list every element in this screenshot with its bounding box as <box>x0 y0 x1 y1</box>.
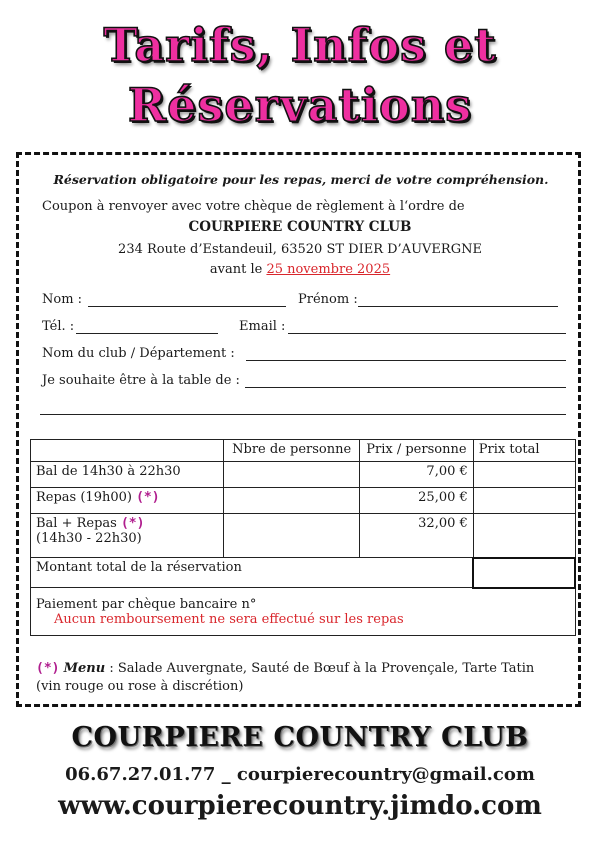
price-cell: 32,00 € <box>360 514 474 558</box>
nom-input-line[interactable] <box>88 306 286 307</box>
total-cell[interactable] <box>473 488 575 514</box>
row-label-text: Repas (19h00) <box>36 490 132 505</box>
footer-website: www.courpierecountry.jimdo.com <box>58 791 542 821</box>
prenom-label: Prénom : <box>298 292 358 307</box>
qty-cell[interactable] <box>224 462 360 488</box>
email-input-line[interactable] <box>288 333 566 334</box>
table-row <box>31 514 576 558</box>
header-prix-personne: Prix / personne <box>360 440 474 462</box>
club-address: 234 Route d’Estandeuil, 63520 ST DIER D’AUVERGNE <box>118 242 482 257</box>
total-label: Montant total de la réservation <box>31 558 474 588</box>
row-label: Bal de 14h30 à 22h30 <box>31 462 224 488</box>
club-name: COURPIERE COUNTRY CLUB <box>188 219 412 235</box>
header-nbre: Nbre de personne <box>224 440 360 462</box>
grand-total-cell[interactable] <box>473 558 575 588</box>
total-row <box>31 558 576 588</box>
page-title-line1: Tarifs, Infos et <box>103 18 497 72</box>
reservation-notice: Réservation obligatoire pour les repas, merci de votre compréhension. <box>53 172 549 187</box>
club-dept-input-line[interactable] <box>246 360 566 361</box>
price-cell: 25,00 € <box>360 488 474 514</box>
table-header-empty <box>31 440 224 462</box>
page-title-line2: Réservations <box>127 78 473 132</box>
payment-label: Paiement par chèque bancaire n° <box>36 596 257 612</box>
menu-label: Menu <box>63 661 106 676</box>
row-label-sub: (14h30 - 22h30) <box>36 531 142 546</box>
price-cell: 7,00 € <box>360 462 474 488</box>
table-header-row <box>31 440 576 462</box>
no-refund-notice: Aucun remboursement ne sera effectué sur les repas <box>54 611 404 627</box>
tel-input-line[interactable] <box>76 333 218 334</box>
footer-club-name: COURPIERE COUNTRY CLUB <box>71 722 529 753</box>
row-label <box>31 514 224 558</box>
row-label-text: Bal + Repas <box>36 516 117 531</box>
table-label: Je souhaite être à la table de : <box>42 373 240 388</box>
pricing-table <box>30 439 576 636</box>
deadline-date: 25 novembre 2025 <box>266 262 391 277</box>
coupon-instruction: Coupon à renvoyer avec votre chèque de règlement à l‘ordre de <box>42 199 465 214</box>
menu-text: : Salade Auvergnate, Sauté de Bœuf à la Provençale, Tarte Tatin <box>105 661 535 676</box>
asterisk-marker: (*) <box>36 661 60 676</box>
deadline-prefix: avant le <box>209 262 267 277</box>
qty-cell[interactable] <box>224 514 360 558</box>
table-row <box>31 488 576 514</box>
asterisk-marker: (*) <box>120 516 145 531</box>
prenom-input-line[interactable] <box>358 306 558 307</box>
header-prix-total: Prix total <box>473 440 575 462</box>
total-cell[interactable] <box>473 514 575 558</box>
email-label: Email : <box>239 319 286 334</box>
deadline <box>0 262 600 277</box>
tel-label: Tél. : <box>42 319 75 334</box>
nom-label: Nom : <box>42 292 83 307</box>
table-row <box>31 462 576 488</box>
footer-contact: 06.67.27.01.77 _ courpierecountry@gmail.com <box>65 764 535 785</box>
club-dept-label: Nom du club / Département : <box>42 346 235 361</box>
payment-row <box>31 588 576 636</box>
extra-input-line[interactable] <box>40 414 566 415</box>
total-cell[interactable] <box>473 462 575 488</box>
qty-cell[interactable] <box>224 488 360 514</box>
row-label <box>31 488 224 514</box>
payment-cell[interactable] <box>31 588 576 636</box>
asterisk-marker: (*) <box>136 490 160 505</box>
menu-wine: (vin rouge ou rose à discrétion) <box>36 679 244 694</box>
menu-info <box>36 660 581 696</box>
table-input-line[interactable] <box>245 387 566 388</box>
